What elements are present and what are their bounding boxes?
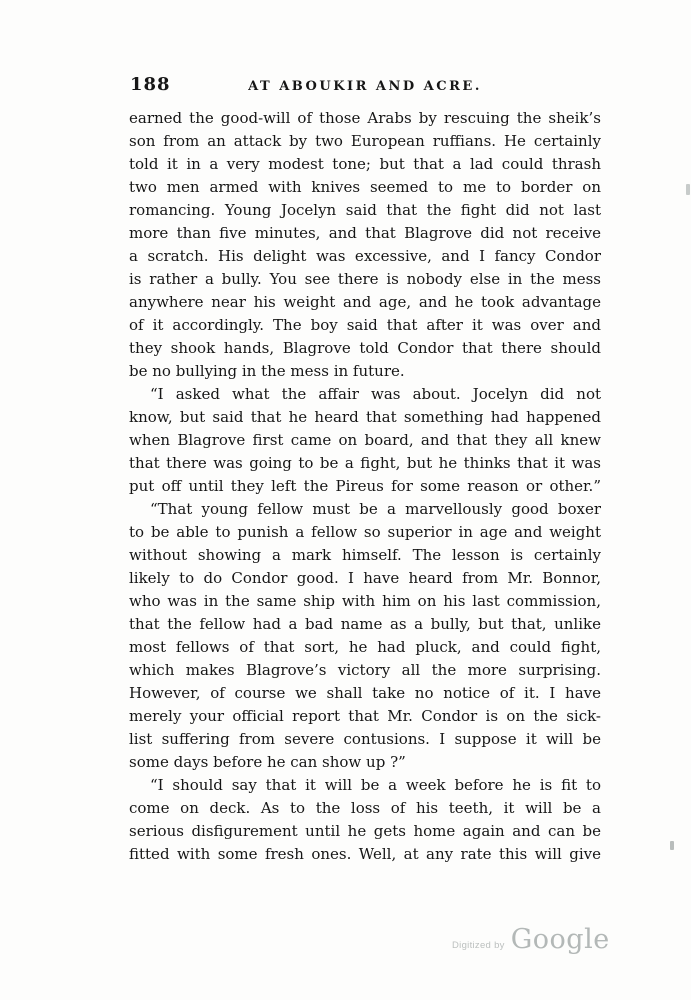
text-line: “I should say that it will be a week before he is fit to <box>150 776 601 794</box>
scan-speck <box>686 184 690 195</box>
text-line: more than five minutes, and that Blagrove did not receive <box>129 224 601 242</box>
text-line: put off until they left the Pireus for some reason or other.” <box>129 477 601 495</box>
text-line: merely your official report that Mr. Condor is on the sick- <box>129 707 601 725</box>
text-line: “I asked what the affair was about. Jocelyn did not <box>150 385 601 403</box>
text-line: told it in a very modest tone; but that a lad could thrash <box>129 155 601 173</box>
page-number: 188 <box>130 74 171 95</box>
text-line: fitted with some fresh ones. Well, at any rate this will give <box>129 845 601 863</box>
text-line: son from an attack by two European ruffians. He certainly <box>129 132 601 150</box>
text-line: know, but said that he heard that something had happened <box>129 408 601 426</box>
text-line: who was in the same ship with him on his last commission, <box>129 592 601 610</box>
watermark <box>452 924 610 955</box>
google-logo: Google <box>510 924 610 955</box>
text-line: come on deck. As to the loss of his teeth, it will be a <box>129 799 601 817</box>
text-line: is rather a bully. You see there is nobody else in the mess <box>129 270 601 288</box>
text-line: of it accordingly. The boy said that after it was over and <box>129 316 601 334</box>
text-line: likely to do Condor good. I have heard from Mr. Bonnor, <box>129 569 601 587</box>
text-line: they shook hands, Blagrove told Condor that there should <box>129 339 601 357</box>
text-line: without showing a mark himself. The lesson is certainly <box>129 546 601 564</box>
text-line: anywhere near his weight and age, and he took advantage <box>129 293 601 311</box>
text-line: some days before he can show up ?” <box>129 753 406 771</box>
running-head: AT ABOUKIR AND ACRE. <box>248 79 482 94</box>
watermark-prefix: Digitized by <box>452 940 505 951</box>
text-line: two men armed with knives seemed to me to border on <box>129 178 601 196</box>
text-line: earned the good-will of those Arabs by rescuing the sheik’s <box>129 109 601 127</box>
text-line: serious disfigurement until he gets home again and can be <box>129 822 601 840</box>
body-text <box>129 107 601 866</box>
text-line: However, of course we shall take no notice of it. I have <box>129 684 601 702</box>
scan-speck <box>670 841 674 850</box>
text-line: which makes Blagrove’s victory all the more surprising. <box>129 661 601 679</box>
text-line: when Blagrove first came on board, and that they all knew <box>129 431 601 449</box>
text-line: a scratch. His delight was excessive, and I fancy Condor <box>129 247 601 265</box>
text-line: to be able to punish a fellow so superior in age and weight <box>129 523 601 541</box>
text-line: romancing. Young Jocelyn said that the fight did not last <box>129 201 601 219</box>
text-line: that there was going to be a fight, but he thinks that it was <box>129 454 601 472</box>
text-line: be no bullying in the mess in future. <box>129 362 405 380</box>
text-line: list suffering from severe contusions. I suppose it will be <box>129 730 601 748</box>
text-line: most fellows of that sort, he had pluck, and could fight, <box>129 638 601 656</box>
text-line: that the fellow had a bad name as a bully, but that, unlike <box>129 615 601 633</box>
text-line: “That young fellow must be a marvellously good boxer <box>150 500 601 518</box>
